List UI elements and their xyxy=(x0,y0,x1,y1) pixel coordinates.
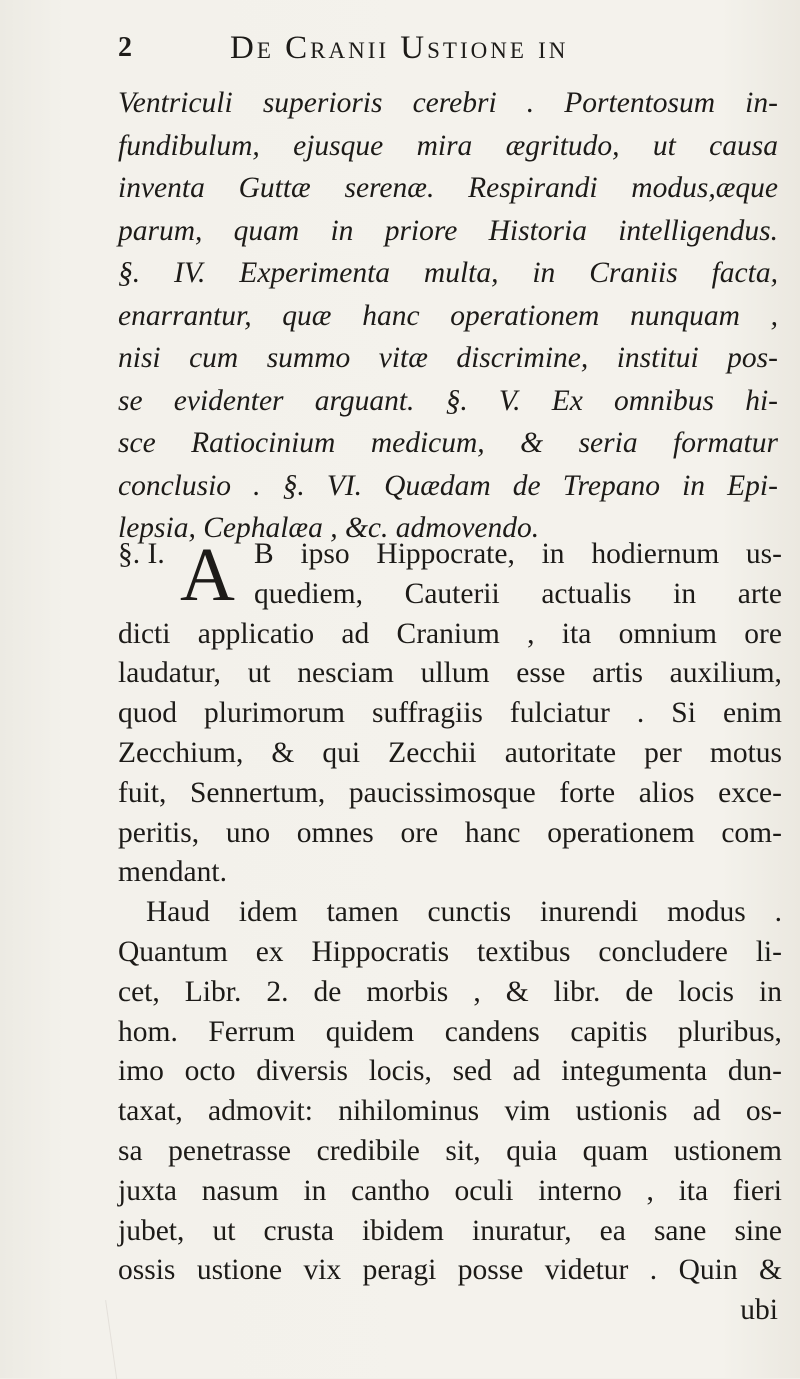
running-title: De Cranii Ustione in xyxy=(230,30,569,66)
summary-line: lepsia, Cephalæa , &c. admovendo. xyxy=(118,512,540,544)
summary-line: parum, quam in priore Historia intelligendus. xyxy=(118,214,778,247)
text-line: laudatur, ut nesciam ullum esse artis auxilium, xyxy=(118,657,782,690)
text-line: cet, Libr. 2. de morbis , & libr. de locis in xyxy=(118,975,782,1008)
text-line: ossis ustione vix peragi posse videtur . Quin & xyxy=(118,1254,782,1287)
summary-line: enarrantur, quæ hanc operationem nunquam , xyxy=(118,299,778,332)
summary-line: inventa Guttæ serenæ. Respirandi modus,æque xyxy=(118,172,778,204)
summary-line: nisi cum summo vitæ discrimine, institui pos- xyxy=(118,342,778,374)
text-line: sa penetrasse credibile sit, quia quam ustionem xyxy=(118,1134,782,1167)
running-head xyxy=(118,30,740,70)
text-line: juxta nasum in cantho oculi interno , ita fieri xyxy=(118,1174,782,1207)
text-line: hom. Ferrum quidem candens capitis pluribus, xyxy=(118,1015,782,1048)
summary-line: conclusio . §. VI. Quædam de Trepano in Epi- xyxy=(118,469,778,502)
page-number: 2 xyxy=(118,32,132,63)
summary-line: se evidenter arguant. §. V. Ex omnibus hi- xyxy=(118,384,778,417)
text-line: Haud idem tamen cunctis inurendi modus . xyxy=(146,896,782,929)
text-line: quediem, Cauterii actualis in arte xyxy=(254,577,782,610)
section-mark: §. I. xyxy=(118,538,165,570)
text-line: imo octo diversis locis, sed ad integumenta dun- xyxy=(118,1055,782,1088)
summary-line: §. IV. Experimenta multa, in Craniis facta, xyxy=(118,257,778,289)
text-line: Quantum ex Hippocratis textibus concludere li- xyxy=(118,935,782,968)
chapter-summary xyxy=(118,82,778,550)
summary-line: fundibulum, ejusque mira ægritudo, ut causa xyxy=(118,129,778,162)
text-line: quod plurimorum suffragiis fulciatur . Si enim xyxy=(118,697,782,730)
text-line: dicti applicatio ad Cranium , ita omnium ore xyxy=(118,617,782,650)
body-text xyxy=(118,535,782,1331)
text-line: fuit, Sennertum, paucissimosque forte alios exce- xyxy=(118,776,782,809)
text-line: jubet, ut crusta ibidem inuratur, ea sane sine xyxy=(118,1214,782,1247)
text-line: B ipso Hippocrate, in hodiernum us- xyxy=(254,538,782,570)
drop-cap: A xyxy=(180,533,235,617)
text-line: peritis, uno omnes ore hanc operationem com- xyxy=(118,816,782,849)
summary-line: Ventriculi superioris cerebri . Portentosum in- xyxy=(118,87,778,119)
text-line: taxat, admovit: nihilominus vim ustionis ad os- xyxy=(118,1095,782,1128)
catchword: ubi xyxy=(740,1294,778,1327)
text-line: mendant. xyxy=(118,856,227,889)
text-line: Zecchium, & qui Zecchii autoritate per motus xyxy=(118,736,782,769)
summary-line: sce Ratiocinium medicum, & seria formatur xyxy=(118,427,778,459)
